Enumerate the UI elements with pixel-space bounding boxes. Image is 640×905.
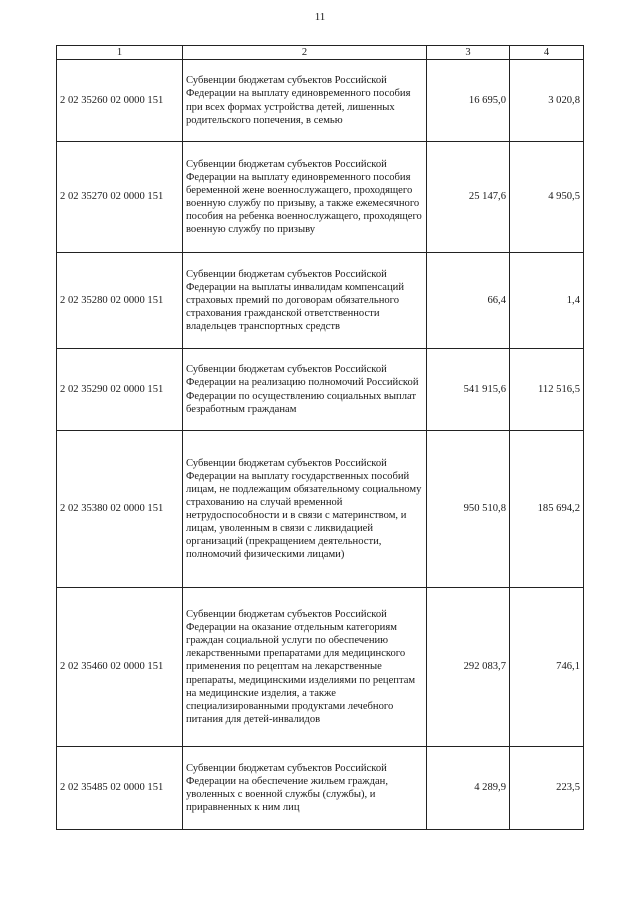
amount-col4-cell: 185 694,2 xyxy=(510,431,584,588)
description-cell: Субвенции бюджетам субъектов Российской Федерации на выплату государственных пособий лицам, не подлежащим обязательному социальному страхованию на случай временной нетрудоспособности и в связи с материнством, и лицам, уволенным в связи с ликвидацией организаций (прекращением деятельности, полномочий физическими лицами) xyxy=(183,431,427,588)
table-row xyxy=(57,253,584,349)
table-row xyxy=(57,588,584,747)
budget-code-cell: 2 02 35380 02 0000 151 xyxy=(57,431,183,588)
column-header-1: 1 xyxy=(57,46,183,60)
column-header-4: 4 xyxy=(510,46,584,60)
amount-col3-cell: 950 510,8 xyxy=(427,431,510,588)
amount-col4-cell: 112 516,5 xyxy=(510,349,584,431)
budget-table xyxy=(56,45,584,830)
amount-col3-cell: 4 289,9 xyxy=(427,747,510,830)
description-cell: Субвенции бюджетам субъектов Российской Федерации на выплату единовременного пособия беременной жене военнослужащего, проходящего военную службу по призыву, а также ежемесячного пособия на ребенка военнослужащего, проходящего военную службу по призыву xyxy=(183,142,427,253)
budget-code-cell: 2 02 35460 02 0000 151 xyxy=(57,588,183,747)
amount-col3-cell: 16 695,0 xyxy=(427,60,510,142)
table-row xyxy=(57,747,584,830)
table-row xyxy=(57,349,584,431)
amount-col4-cell: 1,4 xyxy=(510,253,584,349)
amount-col3-cell: 541 915,6 xyxy=(427,349,510,431)
description-cell: Субвенции бюджетам субъектов Российской Федерации на реализацию полномочий Российской Федерации по осуществлению социальных выплат безработным гражданам xyxy=(183,349,427,431)
budget-code-cell: 2 02 35290 02 0000 151 xyxy=(57,349,183,431)
amount-col3-cell: 25 147,6 xyxy=(427,142,510,253)
table-row xyxy=(57,142,584,253)
amount-col3-cell: 292 083,7 xyxy=(427,588,510,747)
amount-col4-cell: 3 020,8 xyxy=(510,60,584,142)
column-header-3: 3 xyxy=(427,46,510,60)
table-row xyxy=(57,431,584,588)
budget-code-cell: 2 02 35270 02 0000 151 xyxy=(57,142,183,253)
description-cell: Субвенции бюджетам субъектов Российской Федерации на выплаты инвалидам компенсаций страховых премий по договорам обязательного страхования гражданской ответственности владельцев транспортных средств xyxy=(183,253,427,349)
description-cell: Субвенции бюджетам субъектов Российской Федерации на выплату единовременного пособия при всех формах устройства детей, лишенных родительского попечения, в семью xyxy=(183,60,427,142)
budget-code-cell: 2 02 35260 02 0000 151 xyxy=(57,60,183,142)
description-cell: Субвенции бюджетам субъектов Российской Федерации на обеспечение жильем граждан, уволенных с военной службы (службы), и приравненных к ним лиц xyxy=(183,747,427,830)
budget-code-cell: 2 02 35485 02 0000 151 xyxy=(57,747,183,830)
column-header-2: 2 xyxy=(183,46,427,60)
page-number: 11 xyxy=(314,11,326,23)
amount-col4-cell: 223,5 xyxy=(510,747,584,830)
amount-col4-cell: 746,1 xyxy=(510,588,584,747)
amount-col3-cell: 66,4 xyxy=(427,253,510,349)
amount-col4-cell: 4 950,5 xyxy=(510,142,584,253)
table-row xyxy=(57,60,584,142)
table-header-row xyxy=(57,46,584,60)
budget-code-cell: 2 02 35280 02 0000 151 xyxy=(57,253,183,349)
description-cell: Субвенции бюджетам субъектов Российской Федерации на оказание отдельным категориям граждан социальной услуги по обеспечению лекарственными препаратами для медицинского применения по рецептам на лекарственные препараты, медицинскими изделиями по рецептам на медицинские изделия, а также специализированными продуктами лечебного питания для детей-инвалидов xyxy=(183,588,427,747)
